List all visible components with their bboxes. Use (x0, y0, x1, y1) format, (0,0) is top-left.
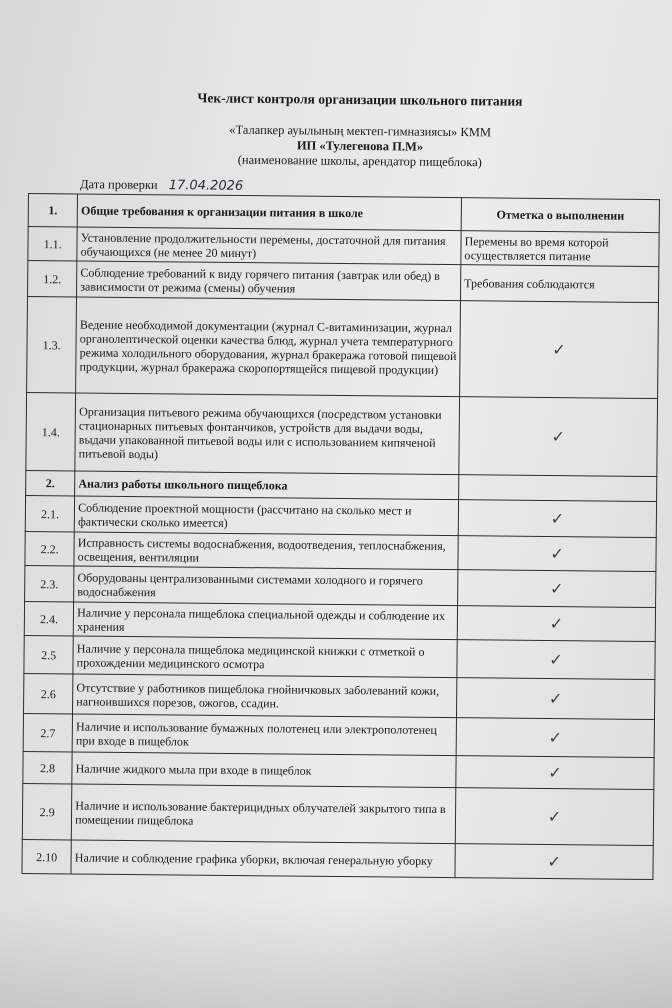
requirement-text: Наличие и соблюдение графика уборки, включая генеральную уборку (71, 840, 455, 878)
tenant-name: ИП «Тулегенова П.М» (296, 138, 424, 154)
item-number: 2.8 (23, 751, 73, 783)
completion-mark (457, 606, 655, 642)
requirement-text: Организация питьевого режима обучающихся (посредством установки стационарных питьевых фонтанчиков, устройств для выдачи воды, выдачи упакованной питьевой воды или с использованием кипяченой питьевой воды) (75, 393, 460, 475)
item-number: 1.1. (28, 227, 78, 261)
completion-mark (458, 570, 656, 608)
table-row (26, 392, 658, 476)
check-mark-icon: ✓ (549, 578, 564, 598)
page-title: Чек-лист контроля организации школьного питания (197, 90, 523, 109)
completion-mark (455, 788, 653, 846)
completion-mark (457, 678, 655, 720)
mark-column-header: Отметка о выполнении (461, 198, 659, 233)
section-mark-cell (459, 475, 657, 502)
section-title: Общие требования к организации питания в школе (77, 194, 461, 231)
page-shadow (0, 898, 672, 1008)
requirement-text: Установление продолжительности перемены, достаточной для питания обучающихся (не менее 20 минут) (77, 227, 461, 265)
check-mark-icon: ✓ (548, 688, 563, 708)
table-row (24, 673, 655, 719)
requirement-text: Наличие у персонала пищеблока медицинской книжки с отметкой о прохождении медицинского осмотра (73, 636, 457, 678)
checklist-table-wrap (21, 193, 660, 880)
requirement-text: Наличие и использование бактерицидных облучателей закрытого типа в помещении пищеблока (71, 784, 455, 844)
table-row (24, 635, 655, 679)
item-number: 2.4. (24, 601, 74, 635)
check-mark-icon: ✓ (552, 339, 566, 359)
date-label: Дата проверки (79, 177, 158, 192)
section-number: 1. (28, 194, 78, 227)
item-number: 2.1. (25, 495, 75, 531)
date-value: 17.04.2026 (168, 178, 244, 194)
table-row (25, 495, 656, 537)
checklist-table (21, 193, 660, 880)
table-row (22, 783, 654, 845)
table-row (28, 261, 659, 303)
school-name: «Талапкер ауылының мектеп-гимназиясы» КММ (229, 122, 492, 140)
section-title: Анализ работы школьного пищеблока (75, 471, 459, 500)
item-number: 2.2. (25, 531, 75, 565)
completion-mark (456, 756, 654, 790)
requirement-text: Соблюдение требований к виду горячего питания (завтрак или обед) в зависимости от режима (смены) обучения (77, 261, 461, 301)
requirement-text: Исправность системы водоснабжения, водоотведения, теплоснабжения, освещения, вентиляции (74, 532, 458, 570)
item-number: 2.7 (23, 713, 73, 751)
item-number: 1.3. (27, 297, 77, 393)
check-mark-icon: ✓ (549, 613, 564, 633)
check-mark-icon: ✓ (548, 762, 562, 782)
completion-mark: Требования соблюдаются (461, 265, 659, 303)
requirement-text: Наличие жидкого мыла при входе в пищеблок (72, 752, 456, 788)
section-number: 2. (26, 470, 75, 495)
table-row (27, 297, 659, 399)
school-header (0, 120, 672, 173)
item-number: 2.9 (22, 783, 72, 839)
completion-mark (458, 536, 656, 572)
check-mark-icon: ✓ (549, 649, 563, 669)
table-row (25, 565, 656, 607)
completion-mark (458, 500, 656, 538)
requirement-text: Отсутствие у работников пищеблока гнойничковых заболеваний кожи, нагноившихся порезов, ожогов, ссадин. (73, 674, 457, 718)
completion-mark (460, 301, 659, 399)
completion-mark (459, 397, 658, 477)
check-mark-icon: ✓ (550, 543, 564, 563)
requirement-text: Ведение необходимой документации (журнал С-витаминизации, журнал органолептической оценки качества блюд, журнал учета температурного режима холодильного оборудования, журнал бракеража готовой пищевой продукции, журнал бракеража скоропортящейся пищевой продукции) (76, 297, 461, 397)
completion-mark (457, 640, 655, 680)
completion-mark (456, 718, 654, 758)
check-mark-icon: ✓ (547, 851, 561, 871)
completion-mark (455, 844, 653, 880)
table-row (22, 839, 653, 879)
item-number: 2.5 (24, 635, 74, 673)
check-mark-icon: ✓ (551, 426, 566, 446)
requirement-text: Оборудованы централизованными системами холодного и горячего водоснабжения (74, 566, 458, 606)
item-number: 2.3. (25, 565, 75, 601)
table-row (23, 713, 654, 757)
item-number: 1.4. (26, 392, 76, 470)
check-mark-icon: ✓ (548, 727, 563, 747)
header-caption: (наименование школы, арендатор пищеблока) (237, 152, 482, 170)
check-mark-icon: ✓ (547, 806, 562, 826)
item-number: 1.2. (28, 261, 78, 297)
check-mark-icon: ✓ (550, 508, 565, 528)
item-number: 2.6 (24, 673, 74, 713)
requirement-text: Соблюдение проектной мощности (рассчитано на сколько мест и фактически сколько имеется) (74, 496, 458, 536)
requirement-text: Наличие у персонала пищеблока специальной одежды и соблюдение их хранения (73, 602, 457, 640)
requirement-text: Наличие и использование бумажных полотенец или электрополотенец при входе в пищеблок (72, 714, 456, 756)
inspection-date (80, 177, 243, 194)
item-number: 2.10 (22, 839, 72, 873)
completion-mark: Перемены во время которой осуществляется питание (461, 231, 659, 267)
